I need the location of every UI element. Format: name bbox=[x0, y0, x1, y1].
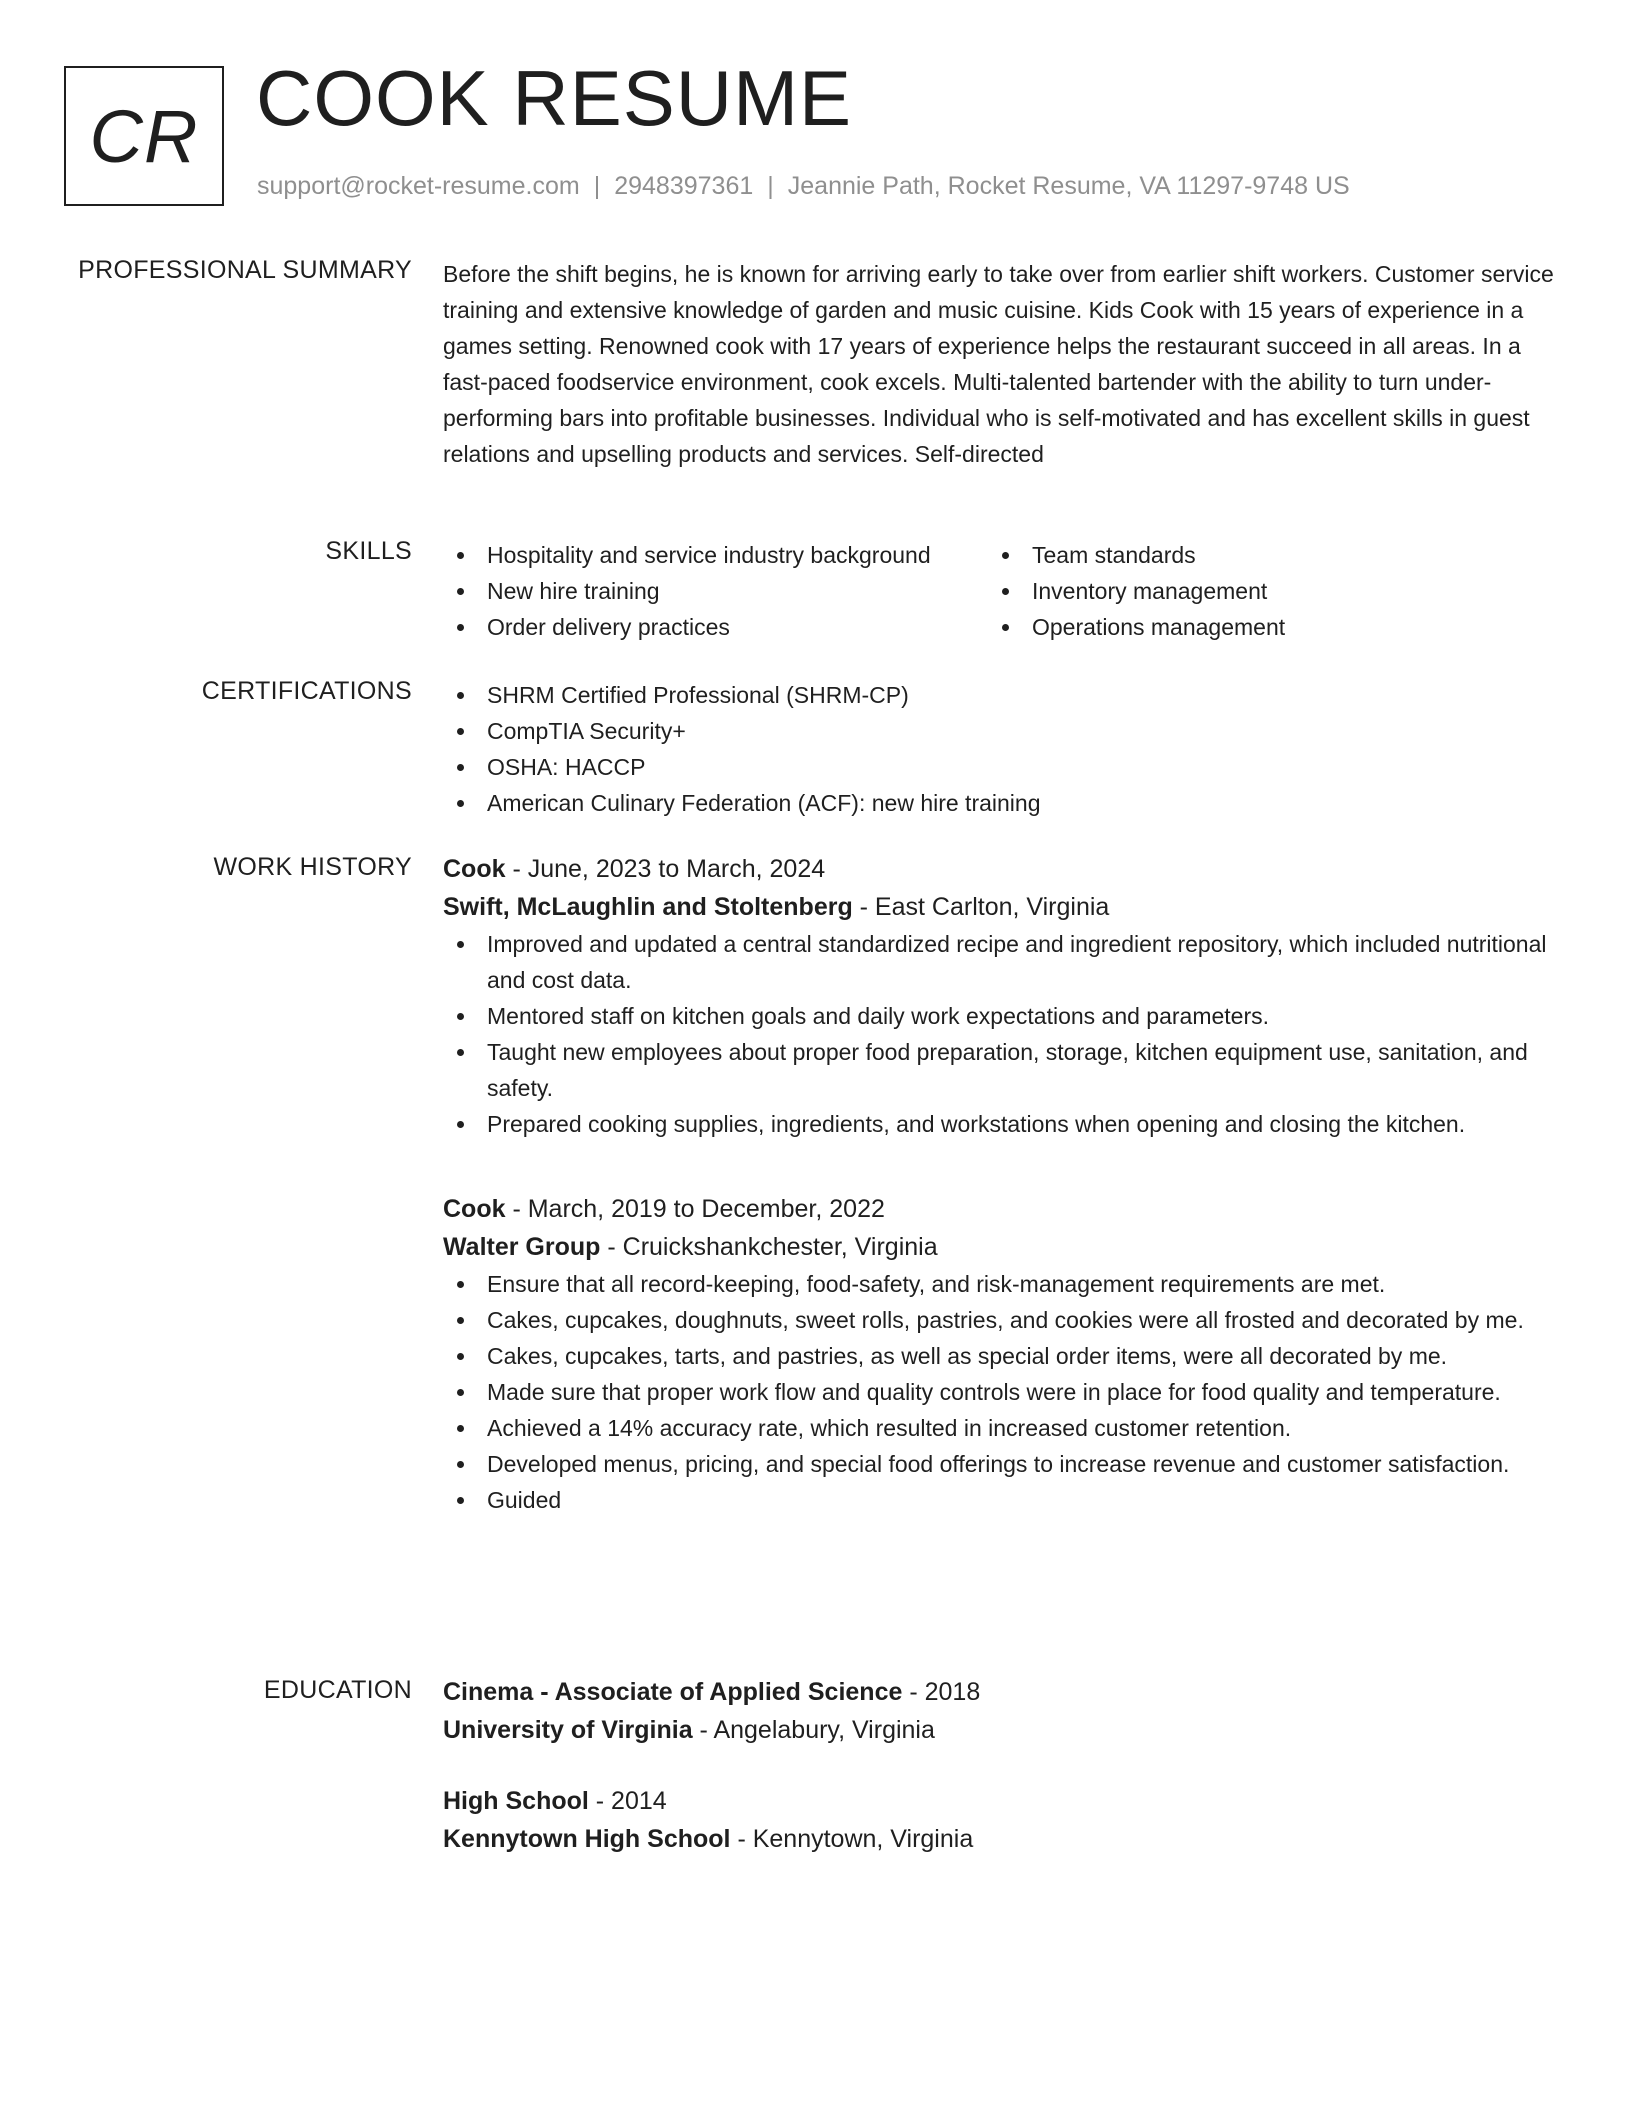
job-location: - East Carlton, Virginia bbox=[852, 893, 1110, 921]
education-degree: High School bbox=[443, 1787, 589, 1815]
job-responsibilities bbox=[443, 926, 1563, 1142]
job-location: - Cruickshankchester, Virginia bbox=[600, 1233, 938, 1261]
job-bullet: Ensure that all record-keeping, food-safety, and risk-management requirements are met. bbox=[443, 1266, 1563, 1302]
job-entry bbox=[443, 850, 1563, 1142]
skills-list bbox=[443, 537, 1563, 645]
skill-item: Team standards bbox=[988, 537, 1533, 573]
certification-item: SHRM Certified Professional (SHRM-CP) bbox=[443, 677, 1563, 713]
work-history-heading: WORK HISTORY bbox=[213, 853, 412, 881]
contact-email: support@rocket-resume.com bbox=[257, 172, 580, 200]
job-title-line bbox=[443, 1190, 1563, 1228]
education-location: - Angelabury, Virginia bbox=[692, 1716, 935, 1744]
skills-heading: SKILLS bbox=[325, 537, 412, 565]
education-location: - Kennytown, Virginia bbox=[730, 1825, 974, 1853]
contact-line bbox=[257, 172, 1350, 201]
certification-item: American Culinary Federation (ACF): new hire training bbox=[443, 785, 1563, 821]
contact-separator: | bbox=[767, 172, 774, 200]
education-heading: EDUCATION bbox=[263, 1676, 412, 1704]
certifications-list bbox=[443, 677, 1563, 821]
contact-phone: 2948397361 bbox=[614, 172, 754, 200]
job-dates: - March, 2019 to December, 2022 bbox=[505, 1195, 885, 1223]
job-bullet: Achieved a 14% accuracy rate, which resulted in increased customer retention. bbox=[443, 1410, 1563, 1446]
job-bullet: Made sure that proper work flow and quality controls were in place for food quality and temperature. bbox=[443, 1374, 1563, 1410]
contact-address: Jeannie Path, Rocket Resume, VA 11297-9748 US bbox=[787, 172, 1350, 200]
job-company: Walter Group bbox=[443, 1233, 601, 1261]
contact-separator: | bbox=[593, 172, 601, 200]
education-degree: Cinema - Associate of Applied Science bbox=[443, 1678, 903, 1706]
education-degree-line bbox=[443, 1673, 1563, 1711]
job-company: Swift, McLaughlin and Stoltenberg bbox=[443, 893, 853, 921]
job-responsibilities bbox=[443, 1266, 1563, 1518]
certification-item: CompTIA Security+ bbox=[443, 713, 1563, 749]
education-school: Kennytown High School bbox=[443, 1825, 731, 1853]
education-year: - 2014 bbox=[588, 1787, 667, 1815]
resume-title: COOK RESUME bbox=[256, 54, 853, 142]
education-year: - 2018 bbox=[902, 1678, 981, 1706]
job-bullet: Guided bbox=[443, 1482, 1563, 1518]
education-school: University of Virginia bbox=[443, 1716, 693, 1744]
skill-item: Order delivery practices bbox=[443, 609, 988, 645]
job-bullet: Mentored staff on kitchen goals and daily work expectations and parameters. bbox=[443, 998, 1563, 1034]
certification-item: OSHA: HACCP bbox=[443, 749, 1563, 785]
education-degree-line bbox=[443, 1782, 1563, 1820]
job-bullet: Developed menus, pricing, and special food offerings to increase revenue and customer satisfaction. bbox=[443, 1446, 1563, 1482]
skill-item: New hire training bbox=[443, 573, 988, 609]
job-company-line bbox=[443, 1228, 1563, 1266]
job-bullet: Cakes, cupcakes, tarts, and pastries, as well as special order items, were all decorated by me. bbox=[443, 1338, 1563, 1374]
job-bullet: Taught new employees about proper food preparation, storage, kitchen equipment use, sanitation, and safety. bbox=[443, 1034, 1563, 1106]
skill-item: Inventory management bbox=[988, 573, 1533, 609]
education-school-line bbox=[443, 1820, 1563, 1858]
skill-item: Operations management bbox=[988, 609, 1533, 645]
summary-text: Before the shift begins, he is known for arriving early to take over from earlier shift workers. Customer service training and extensive knowledge of garden and music cuisine. Kids Cook with 15 years of experience in a games setting. Renowned cook with 17 years of experience helps the restaurant succeed in all areas. In a fast-paced foodservice environment, cook excels. Multi-talented bartender with the ability to turn under-performing bars into profitable businesses. Individual who is self-motivated and has excellent skills in guest relations and upselling products and services. Self-directed bbox=[443, 261, 1554, 467]
job-bullet: Improved and updated a central standardized recipe and ingredient repository, which included nutritional and cost data. bbox=[443, 926, 1563, 998]
education-entry bbox=[443, 1782, 1563, 1858]
skills-left-column bbox=[443, 537, 988, 645]
monogram-logo: CR bbox=[64, 66, 224, 206]
certifications-heading: CERTIFICATIONS bbox=[201, 677, 412, 705]
job-title-line bbox=[443, 850, 1563, 888]
job-entry bbox=[443, 1190, 1563, 1518]
education-entry bbox=[443, 1673, 1563, 1749]
education-school-line bbox=[443, 1711, 1563, 1749]
job-company-line bbox=[443, 888, 1563, 926]
skill-item: Hospitality and service industry background bbox=[443, 537, 988, 573]
job-title: Cook bbox=[443, 1195, 506, 1223]
job-title: Cook bbox=[443, 855, 506, 883]
job-bullet: Cakes, cupcakes, doughnuts, sweet rolls, pastries, and cookies were all frosted and decorated by me. bbox=[443, 1302, 1563, 1338]
summary-heading: PROFESSIONAL SUMMARY bbox=[78, 256, 412, 284]
job-bullet: Prepared cooking supplies, ingredients, and workstations when opening and closing the kitchen. bbox=[443, 1106, 1563, 1142]
skills-right-column bbox=[988, 537, 1533, 645]
job-dates: - June, 2023 to March, 2024 bbox=[505, 855, 826, 883]
